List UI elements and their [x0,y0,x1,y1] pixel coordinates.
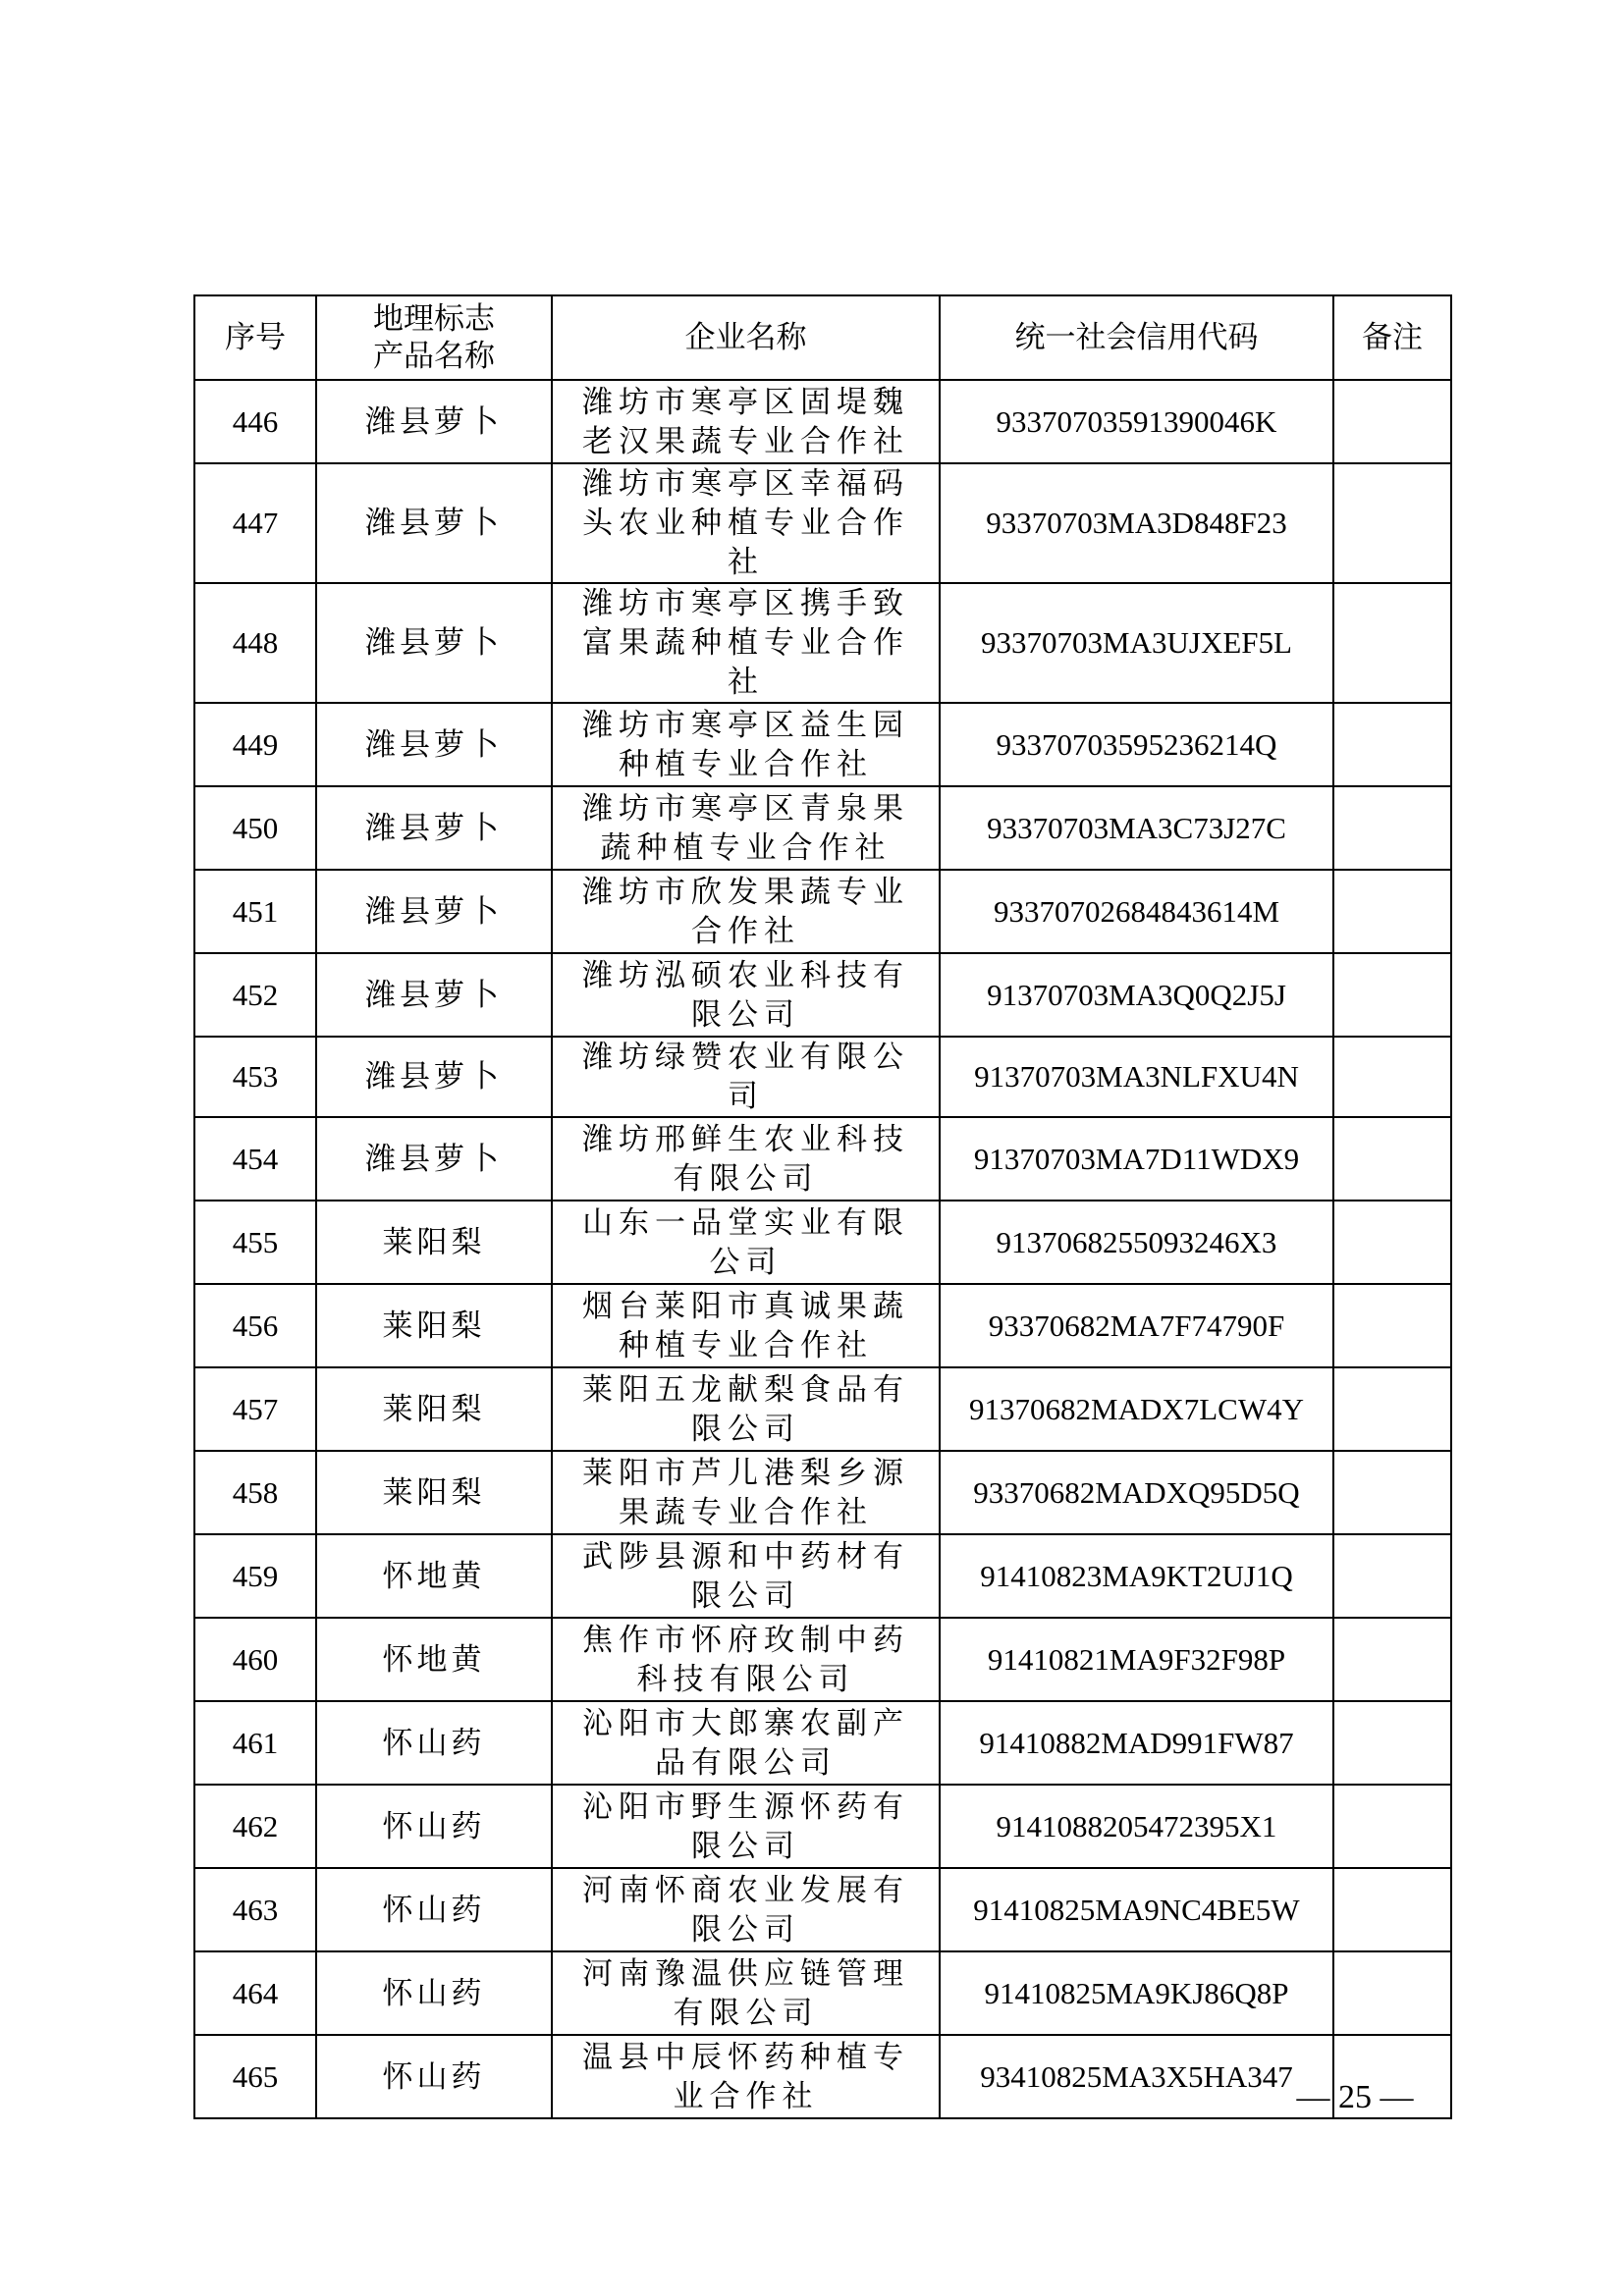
row-note [1333,1451,1451,1534]
row-code: 93370682MADXQ95D5Q [940,1451,1333,1534]
row-product: 莱阳梨 [316,1284,552,1367]
header-product-line1: 地理标志 [373,301,495,337]
row-seq: 448 [194,583,316,703]
row-company: 潍坊泓硕农业科技有限公司 [552,953,940,1037]
header-code: 统一社会信用代码 [940,295,1333,380]
table-row [194,1701,1451,1785]
table-row [194,583,1451,703]
row-note [1333,380,1451,463]
row-product: 潍县萝卜 [316,463,552,583]
row-company: 山东一品堂实业有限公司 [552,1201,940,1284]
row-note [1333,1284,1451,1367]
row-code: 91410825MA9NC4BE5W [940,1868,1333,1951]
row-product: 潍县萝卜 [316,1117,552,1201]
row-company: 潍坊市寒亭区青泉果蔬种植专业合作社 [552,786,940,870]
table-row [194,1367,1451,1451]
row-note [1333,463,1451,583]
row-note [1333,1868,1451,1951]
row-product: 潍县萝卜 [316,1037,552,1117]
row-product: 潍县萝卜 [316,380,552,463]
row-note [1333,1201,1451,1284]
row-note [1333,1785,1451,1868]
header-product-line2: 产品名称 [373,339,495,374]
row-product: 潍县萝卜 [316,703,552,786]
row-seq: 464 [194,1951,316,2035]
row-seq: 463 [194,1868,316,1951]
row-company: 武陟县源和中药材有限公司 [552,1534,940,1618]
row-note [1333,870,1451,953]
row-seq: 458 [194,1451,316,1534]
row-product: 莱阳梨 [316,1367,552,1451]
row-product: 怀山药 [316,1951,552,2035]
row-code: 93370703595236214Q [940,703,1333,786]
row-code: 91370703MA7D11WDX9 [940,1117,1333,1201]
header-note: 备注 [1333,295,1451,380]
row-product: 潍县萝卜 [316,870,552,953]
row-seq: 454 [194,1117,316,1201]
row-seq: 446 [194,380,316,463]
row-code: 93370702684843614M [940,870,1333,953]
row-note [1333,583,1451,703]
row-seq: 455 [194,1201,316,1284]
row-note [1333,786,1451,870]
row-note [1333,1951,1451,2035]
row-code: 93370703MA3D848F23 [940,463,1333,583]
table-row [194,1618,1451,1701]
row-company: 沁阳市野生源怀药有限公司 [552,1785,940,1868]
row-code: 93370703MA3UJXEF5L [940,583,1333,703]
row-product: 潍县萝卜 [316,583,552,703]
table-row [194,1284,1451,1367]
row-seq: 451 [194,870,316,953]
row-seq: 459 [194,1534,316,1618]
row-seq: 453 [194,1037,316,1117]
row-company: 潍坊市欣发果蔬专业合作社 [552,870,940,953]
row-company: 焦作市怀府玫制中药科技有限公司 [552,1618,940,1701]
row-code: 9137068255093246X3 [940,1201,1333,1284]
table-row [194,703,1451,786]
row-product: 怀地黄 [316,1534,552,1618]
row-code: 91410821MA9F32F98P [940,1618,1333,1701]
row-note [1333,1534,1451,1618]
row-product: 潍县萝卜 [316,953,552,1037]
row-company: 莱阳五龙献梨食品有限公司 [552,1367,940,1451]
row-company: 潍坊邢鲜生农业科技有限公司 [552,1117,940,1201]
table-row [194,1785,1451,1868]
row-note [1333,1117,1451,1201]
row-code: 91370703MA3Q0Q2J5J [940,953,1333,1037]
table-row [194,1534,1451,1618]
table-row [194,1201,1451,1284]
row-company: 河南怀商农业发展有限公司 [552,1868,940,1951]
row-seq: 450 [194,786,316,870]
row-company: 烟台莱阳市真诚果蔬种植专业合作社 [552,1284,940,1367]
row-seq: 461 [194,1701,316,1785]
table-row [194,1868,1451,1951]
row-code: 91410823MA9KT2UJ1Q [940,1534,1333,1618]
table-row [194,1037,1451,1117]
header-seq: 序号 [194,295,316,380]
row-company: 河南豫温供应链管理有限公司 [552,1951,940,2035]
row-product: 莱阳梨 [316,1451,552,1534]
row-company: 潍坊绿赞农业有限公司 [552,1037,940,1117]
row-note [1333,703,1451,786]
row-note [1333,1701,1451,1785]
row-product: 怀山药 [316,2035,552,2118]
row-code: 93370682MA7F74790F [940,1284,1333,1367]
header-product [316,295,552,380]
row-code: 93370703MA3C73J27C [940,786,1333,870]
row-note [1333,1618,1451,1701]
row-product: 莱阳梨 [316,1201,552,1284]
row-code: 93370703591390046K [940,380,1333,463]
row-code: 91410882MAD991FW87 [940,1701,1333,1785]
row-company: 潍坊市寒亭区幸福码头农业种植专业合作社 [552,463,940,583]
row-code: 93410825MA3X5HA347 [940,2035,1333,2118]
row-company: 潍坊市寒亭区携手致富果蔬种植专业合作社 [552,583,940,703]
row-product: 怀山药 [316,1785,552,1868]
table-row [194,463,1451,583]
table-row [194,1117,1451,1201]
table-row [194,380,1451,463]
row-seq: 452 [194,953,316,1037]
page-number: — 25 — [1296,2079,1414,2115]
row-code: 91370682MADX7LCW4Y [940,1367,1333,1451]
row-seq: 460 [194,1618,316,1701]
enterprise-table [193,294,1452,2119]
row-seq: 449 [194,703,316,786]
row-company: 沁阳市大郎寨农副产品有限公司 [552,1701,940,1785]
table-row [194,870,1451,953]
header-company: 企业名称 [552,295,940,380]
row-company: 潍坊市寒亭区益生园种植专业合作社 [552,703,940,786]
row-seq: 456 [194,1284,316,1367]
row-note [1333,1367,1451,1451]
row-product: 怀山药 [316,1701,552,1785]
table-row [194,1451,1451,1534]
row-code: 9141088205472395X1 [940,1785,1333,1868]
row-company: 潍坊市寒亭区固堤魏老汉果蔬专业合作社 [552,380,940,463]
row-product: 潍县萝卜 [316,786,552,870]
row-company: 莱阳市芦儿港梨乡源果蔬专业合作社 [552,1451,940,1534]
table-header-row [194,295,1451,380]
row-code: 91370703MA3NLFXU4N [940,1037,1333,1117]
table-row [194,953,1451,1037]
row-note [1333,1037,1451,1117]
row-note [1333,953,1451,1037]
row-seq: 457 [194,1367,316,1451]
table-row [194,2035,1451,2118]
row-code: 91410825MA9KJ86Q8P [940,1951,1333,2035]
row-product: 怀地黄 [316,1618,552,1701]
table-row [194,786,1451,870]
row-company: 温县中辰怀药种植专业合作社 [552,2035,940,2118]
row-seq: 447 [194,463,316,583]
row-seq: 465 [194,2035,316,2118]
table-row [194,1951,1451,2035]
row-product: 怀山药 [316,1868,552,1951]
row-seq: 462 [194,1785,316,1868]
